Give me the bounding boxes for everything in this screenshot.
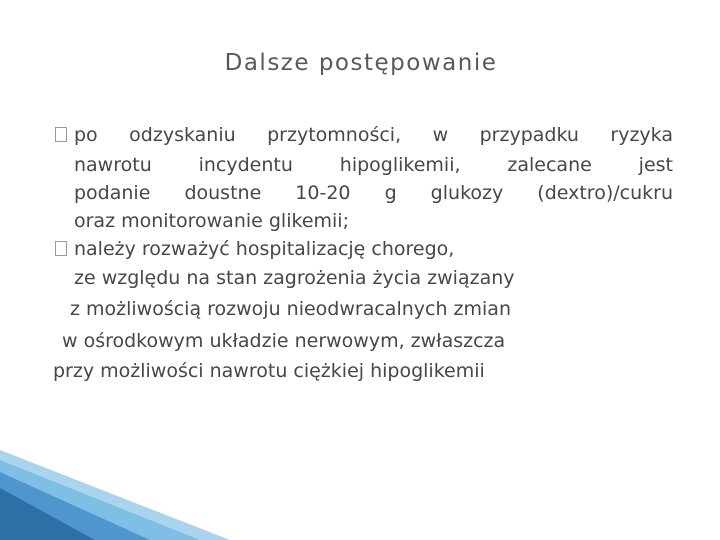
bullet-item-1-line-4: oraz monitorowanie glikemii; bbox=[74, 210, 349, 232]
bullet-item-1-line-2: nawrotu incydentu hipoglikemii, zalecane jest bbox=[74, 154, 673, 176]
bullet-item-2-line-3: z możliwością rozwoju nieodwracalnych zmian bbox=[70, 298, 511, 320]
bullet-item-2-line-2: ze względu na stan zagrożenia życia związany bbox=[74, 267, 515, 289]
bullet-item-1-line-3: podanie doustne 10-20 g glukozy (dextro)/cukru bbox=[74, 182, 673, 204]
corner-decoration bbox=[0, 450, 230, 540]
bullet-box-icon bbox=[55, 241, 67, 256]
bullet-item-2-line-5: przy możliwości nawrotu ciężkiej hipoglikemii bbox=[53, 360, 485, 382]
bullet-item-2-line-4: w ośrodkowym układzie nerwowym, zwłaszcza bbox=[62, 330, 506, 352]
bullet-box-icon bbox=[55, 127, 67, 142]
bullet-item-1-line-1: po odzyskaniu przytomności, w przypadku ryzyka bbox=[55, 124, 673, 146]
bullet-item-2-line-1: należy rozważyć hospitalizację chorego, bbox=[55, 238, 454, 260]
slide-title: Dalsze postępowanie bbox=[224, 50, 498, 76]
